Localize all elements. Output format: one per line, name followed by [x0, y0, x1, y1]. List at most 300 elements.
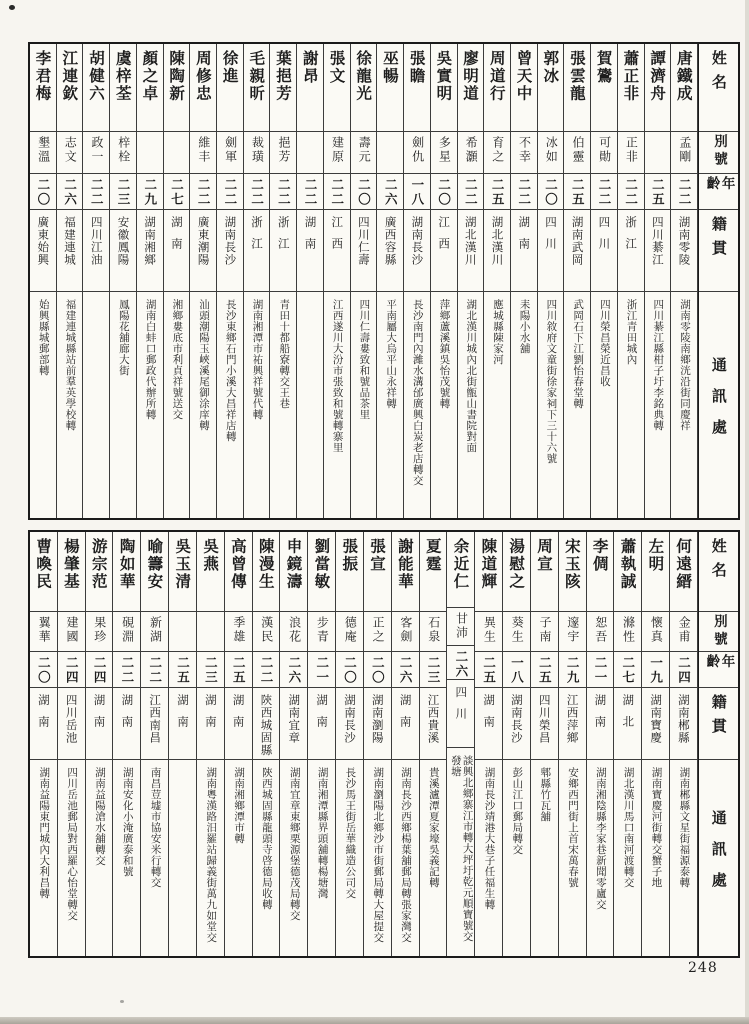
name-cell	[587, 532, 614, 612]
address-cell	[392, 760, 419, 956]
address-cell-text: 始興縣城郵部轉	[37, 299, 50, 376]
origin-cell	[30, 688, 57, 760]
alias-cell	[642, 612, 669, 652]
name-cell	[30, 44, 56, 132]
age-cell	[336, 652, 363, 688]
name-cell	[670, 532, 697, 612]
address-cell-text: 湘鄉婁底市利貞祥號送交	[171, 299, 184, 420]
alias-cell-text: 多星	[437, 136, 452, 164]
address-cell	[57, 292, 83, 518]
header-alias	[699, 132, 738, 174]
address-cell-text: 彭山江口郵局轉交	[511, 767, 524, 855]
age-cell	[141, 652, 168, 688]
address-cell	[324, 292, 350, 518]
name-cell	[618, 44, 644, 132]
age-cell	[169, 652, 196, 688]
age-cell	[137, 174, 163, 210]
name-cell	[364, 532, 391, 612]
alias-cell	[587, 612, 614, 652]
age-cell	[190, 174, 216, 210]
alias-cell-text: 葵生	[510, 616, 525, 644]
address-cell-text: 應城縣陳家河	[491, 299, 504, 365]
age-cell	[280, 652, 307, 688]
origin-cell-text: 四川綦江	[650, 216, 665, 266]
origin-cell	[110, 210, 136, 292]
address-cell	[559, 760, 586, 956]
origin-cell	[475, 688, 502, 760]
name-cell-text: 陶如華	[117, 538, 137, 591]
origin-cell	[377, 210, 403, 292]
address-cell-text: 安鄉西門街上首宋萬春號	[567, 767, 580, 888]
origin-cell-text: 湖南宜章	[287, 694, 302, 744]
age-cell	[83, 174, 109, 210]
name-cell	[83, 44, 109, 132]
origin-cell	[137, 210, 163, 292]
name-cell	[642, 532, 669, 612]
origin-cell	[197, 688, 224, 760]
alias-cell	[83, 132, 109, 174]
origin-cell	[431, 210, 457, 292]
name-cell-text: 毛親昕	[247, 50, 267, 103]
alias-cell	[671, 132, 697, 174]
age-cell-text: 二〇	[356, 178, 372, 207]
age-cell	[308, 652, 335, 688]
entry-column	[377, 44, 404, 518]
address-cell-text: 長沙東鄉石門小溪大昌祥店轉	[224, 299, 237, 442]
origin-cell	[270, 210, 296, 292]
address-cell-text: 南昌荳墟市協安米行轉交	[149, 767, 162, 888]
address-cell-text: 貴溪瀘潭夏家壕吳義記轉	[427, 767, 440, 888]
address-cell	[169, 760, 196, 956]
age-cell	[531, 652, 558, 688]
name-cell	[377, 44, 403, 132]
entry-column	[270, 44, 297, 518]
alias-cell-text: 客劍	[398, 616, 413, 644]
address-cell-text: 湖南安化小淹廣泰和號	[121, 767, 134, 877]
origin-cell	[564, 210, 590, 292]
origin-cell	[141, 688, 168, 760]
origin-cell-text: 廣西容縣	[383, 216, 398, 266]
alias-cell-text: 劍仇	[410, 136, 425, 164]
age-cell-text: 二五	[570, 178, 586, 207]
address-cell	[164, 292, 190, 518]
age-cell	[475, 652, 502, 688]
alias-cell	[591, 132, 617, 174]
entry-column	[351, 44, 378, 518]
origin-cell-text: 四川榮昌	[537, 694, 552, 744]
origin-cell-text: 湖南	[593, 694, 608, 737]
name-cell-text: 徐進	[220, 50, 240, 85]
name-cell	[164, 44, 190, 132]
address-cell	[83, 292, 109, 518]
age-cell	[377, 174, 403, 210]
age-cell	[57, 174, 83, 210]
alias-cell	[392, 612, 419, 652]
age-cell	[591, 174, 617, 210]
age-cell-text: 二〇	[35, 178, 51, 207]
address-cell-text: 江西遂川大汾市張致和號轉寨里	[331, 299, 344, 453]
origin-cell-text: 湖北漢川	[490, 216, 505, 266]
name-cell-text: 高曾傳	[228, 538, 248, 591]
name-cell-text: 巫暢	[380, 50, 400, 85]
header-origin-label: 籍貫	[709, 216, 728, 264]
name-cell	[280, 532, 307, 612]
age-cell-text: 二九	[565, 656, 581, 685]
age-cell	[511, 174, 537, 210]
origin-cell-text: 湖南長沙	[509, 694, 524, 744]
alias-cell	[614, 612, 641, 652]
age-cell	[645, 174, 671, 210]
header-name-label: 姓名	[709, 538, 728, 586]
alias-cell-text: 正非	[624, 136, 639, 164]
origin-cell	[484, 210, 510, 292]
age-cell-text: 一九	[648, 656, 664, 685]
alias-cell	[618, 132, 644, 174]
header-alias	[699, 612, 738, 652]
entry-column	[642, 532, 670, 956]
age-cell	[458, 174, 484, 210]
age-cell-text: 二〇	[436, 178, 452, 207]
origin-cell-text: 湖南長沙	[342, 694, 357, 744]
alias-cell	[280, 612, 307, 652]
alias-cell-text: 季雄	[231, 616, 246, 644]
origin-cell	[30, 210, 56, 292]
age-cell-text: 二〇	[342, 656, 358, 685]
age-cell	[324, 174, 350, 210]
entry-column	[538, 44, 565, 518]
entry-column	[511, 44, 538, 518]
origin-cell-text: 湖南	[92, 694, 107, 737]
alias-cell	[86, 612, 113, 652]
age-cell	[484, 174, 510, 210]
origin-cell-text: 陝西城固縣	[259, 694, 274, 757]
age-cell-text: 二二	[276, 178, 292, 207]
age-cell-text: 二五	[537, 656, 553, 685]
origin-cell	[297, 210, 323, 292]
alias-cell	[225, 612, 252, 652]
age-cell-text: 二三	[116, 178, 132, 207]
age-cell-text: 二六	[383, 178, 399, 207]
header-address-label: 通訊處	[709, 356, 728, 450]
alias-cell-text: 邃宇	[565, 616, 580, 644]
origin-cell-text: 湖南寶慶	[649, 694, 664, 744]
origin-cell-text: 湖南	[303, 216, 318, 259]
origin-cell	[642, 688, 669, 760]
alias-cell	[137, 132, 163, 174]
alias-cell-text: 可勛	[597, 136, 612, 164]
origin-cell-text: 四川	[454, 685, 469, 729]
age-cell	[503, 652, 530, 688]
age-cell-text: 二三	[203, 656, 219, 685]
age-cell-text: 二五	[650, 178, 666, 207]
address-cell-text: 湖南瀏陽北鄉沙市街郵局轉大屋提交	[372, 767, 385, 943]
age-cell-text: 二五	[175, 656, 191, 685]
origin-cell-text: 湖南	[517, 216, 532, 259]
entry-column	[587, 532, 615, 956]
address-cell-text: 福建連城縣站前羣英學校轉	[64, 299, 77, 431]
age-cell-text: 二〇	[543, 178, 559, 207]
age-cell-text: 二二	[259, 656, 275, 685]
alias-cell	[270, 132, 296, 174]
name-cell	[431, 44, 457, 132]
origin-cell-text: 江西	[330, 216, 345, 259]
address-cell	[30, 760, 57, 956]
age-cell-text: 二二	[516, 178, 532, 207]
age-cell-text: 二四	[92, 656, 108, 685]
address-cell-text: 平南屬大烏平山永祥轉	[385, 299, 398, 409]
origin-cell-text: 湖南武岡	[570, 216, 585, 266]
address-cell-text: 陝西城固縣龍頭寺啓德局收轉	[260, 767, 273, 910]
age-cell	[297, 174, 323, 210]
entry-column	[458, 44, 485, 518]
age-cell-text: 二四	[676, 656, 692, 685]
directory-table-top	[28, 42, 740, 520]
name-cell-text: 徐龍光	[354, 50, 374, 103]
address-cell-text: 湖南益陽東門城內大利昌轉	[38, 767, 51, 899]
name-cell-text: 江連欽	[60, 50, 80, 103]
address-cell-text: 湖南益陽滄水舖轉交	[93, 767, 106, 866]
age-cell-text: 二二	[596, 178, 612, 207]
age-cell-text: 二二	[463, 178, 479, 207]
alias-cell-text: 恕吾	[593, 616, 608, 644]
name-cell	[113, 532, 140, 612]
age-cell-text: 二六	[453, 649, 469, 679]
header-age	[699, 652, 738, 688]
alias-cell	[324, 132, 350, 174]
address-cell-text: 四川榮昌榮近昌收	[598, 299, 611, 387]
alias-cell-text: 正之	[371, 616, 386, 644]
alias-cell-text: 甘沛	[454, 611, 469, 640]
alias-cell-text: 希灝	[464, 136, 479, 164]
age-cell	[270, 174, 296, 210]
header-name	[699, 44, 738, 132]
address-cell	[225, 760, 252, 956]
address-cell-text: 郫縣竹瓦舖	[539, 767, 552, 822]
alias-cell	[351, 132, 377, 174]
age-cell-text: 二五	[231, 656, 247, 685]
header-address-label: 通訊處	[709, 809, 728, 903]
alias-cell-text: 墾溫	[36, 136, 51, 164]
origin-cell	[324, 210, 350, 292]
header-age-label: 年齡	[703, 654, 735, 672]
scan-speck	[9, 5, 15, 10]
alias-cell	[364, 612, 391, 652]
alias-cell	[377, 132, 403, 174]
alias-cell	[559, 612, 586, 652]
name-cell	[614, 532, 641, 612]
origin-cell	[253, 688, 280, 760]
alias-cell-text: 裁璜	[250, 136, 265, 164]
address-cell	[671, 292, 697, 518]
name-cell-text: 張振	[340, 538, 360, 573]
directory-content	[28, 42, 740, 976]
entry-column	[197, 532, 225, 956]
origin-cell	[591, 210, 617, 292]
alias-cell-text: 育之	[490, 136, 505, 164]
address-cell	[511, 292, 537, 518]
age-cell	[364, 652, 391, 688]
address-cell-text: 萍鄉蘆溪鎮吳怡茂號轉	[438, 299, 451, 409]
entry-column	[364, 532, 392, 956]
name-cell-text: 申鏡濤	[284, 538, 304, 591]
origin-cell-text: 湖南湘鄉	[143, 216, 158, 266]
name-cell-text: 廖明道	[461, 50, 481, 103]
alias-cell	[308, 612, 335, 652]
alias-cell	[30, 132, 56, 174]
entry-column	[30, 532, 58, 956]
header-name	[699, 532, 738, 612]
name-cell-text: 楊肇基	[61, 538, 81, 591]
alias-cell-text: 伯靈	[570, 136, 585, 164]
name-cell-text: 虞梓荃	[113, 50, 133, 103]
name-cell	[225, 532, 252, 612]
origin-cell	[670, 688, 697, 760]
origin-cell	[280, 688, 307, 760]
origin-cell	[86, 688, 113, 760]
name-cell-text: 譚濟舟	[648, 50, 668, 103]
header-alias-label: 別號	[711, 134, 728, 169]
alias-cell-text: 子南	[538, 616, 553, 644]
entry-column	[57, 44, 84, 518]
origin-cell-text: 四川仁壽	[356, 216, 371, 266]
address-cell	[30, 292, 56, 518]
name-cell-text: 顏之卓	[140, 50, 160, 103]
name-cell-text: 周宣	[535, 538, 554, 573]
alias-cell	[511, 132, 537, 174]
age-cell-text: 二五	[481, 656, 497, 685]
age-cell	[110, 174, 136, 210]
name-cell	[244, 44, 270, 132]
alias-cell-text: 壽元	[357, 136, 372, 164]
name-cell	[591, 44, 617, 132]
address-cell	[270, 292, 296, 518]
entry-column	[58, 532, 86, 956]
alias-cell	[113, 612, 140, 652]
alias-cell	[484, 132, 510, 174]
address-cell	[351, 292, 377, 518]
address-cell	[190, 292, 216, 518]
age-cell	[614, 652, 641, 688]
alias-cell-text: 滌性	[621, 616, 636, 644]
name-cell-text: 謝能華	[395, 538, 415, 591]
address-cell	[645, 292, 671, 518]
origin-cell	[531, 688, 558, 760]
name-cell	[503, 532, 530, 612]
address-cell-text: 鳳陽花舖廊大街	[117, 299, 130, 376]
name-cell-text: 左明	[646, 538, 666, 573]
alias-cell	[503, 612, 530, 652]
origin-cell-text: 湖南	[315, 694, 330, 737]
name-cell	[645, 44, 671, 132]
origin-cell	[164, 210, 190, 292]
name-cell	[253, 532, 280, 612]
origin-cell-text: 湖南長沙	[223, 216, 238, 266]
age-cell-text: 二五	[490, 178, 506, 207]
entry-column	[618, 44, 645, 518]
name-cell	[564, 44, 590, 132]
alias-cell	[57, 132, 83, 174]
age-cell-text: 一八	[409, 178, 425, 207]
name-cell-text: 蕭執誠	[618, 538, 638, 591]
entry-column	[308, 532, 336, 956]
address-cell	[484, 292, 510, 518]
header-origin	[699, 688, 738, 760]
header-alias-label: 別號	[710, 614, 727, 649]
address-cell	[475, 760, 502, 956]
header-column	[698, 44, 738, 518]
age-cell	[253, 652, 280, 688]
header-origin	[699, 210, 738, 292]
address-cell	[86, 760, 113, 956]
address-cell	[404, 292, 430, 518]
entry-column	[484, 44, 511, 518]
origin-cell	[511, 210, 537, 292]
address-cell	[614, 760, 641, 956]
age-cell	[559, 652, 586, 688]
origin-cell-text: 湖南	[169, 216, 184, 259]
age-cell	[564, 174, 590, 210]
age-cell	[30, 652, 57, 688]
alias-cell	[447, 608, 474, 646]
address-cell	[503, 760, 530, 956]
origin-cell-text: 湖南	[36, 694, 51, 737]
alias-cell-text: 硯淵	[120, 616, 135, 644]
address-cell	[538, 292, 564, 518]
name-cell	[475, 532, 502, 612]
entry-column	[190, 44, 217, 518]
alias-cell	[297, 132, 323, 174]
address-cell	[197, 760, 224, 956]
origin-cell-text: 福建連城	[63, 216, 78, 266]
alias-cell-text: 孟剛	[677, 136, 692, 164]
origin-cell	[351, 210, 377, 292]
origin-cell	[58, 688, 85, 760]
age-cell	[244, 174, 270, 210]
origin-cell	[538, 210, 564, 292]
alias-cell	[431, 132, 457, 174]
alias-cell-text: 德庵	[343, 616, 358, 644]
origin-cell	[190, 210, 216, 292]
origin-cell	[225, 688, 252, 760]
name-cell	[351, 44, 377, 132]
address-cell	[280, 760, 307, 956]
address-cell-text: 湖南湘潭市祐興祥號代轉	[251, 299, 264, 420]
name-cell-text: 張文	[327, 50, 347, 85]
address-cell	[377, 292, 403, 518]
age-cell	[30, 174, 56, 210]
entry-column	[447, 532, 475, 956]
entry-column	[164, 44, 191, 518]
origin-cell-text: 四川江油	[89, 216, 104, 266]
origin-cell-text: 江西南昌	[148, 694, 163, 744]
name-cell	[392, 532, 419, 612]
alias-cell	[217, 132, 243, 174]
entry-column	[110, 44, 137, 518]
origin-cell-text: 湖南長沙	[410, 216, 425, 266]
age-cell-text: 二二	[677, 178, 693, 207]
address-cell	[670, 760, 697, 956]
header-name-label: 姓名	[709, 50, 728, 98]
age-cell-text: 二二	[196, 178, 212, 207]
address-cell-text: 湖南宜章東鄉栗源堡德茂局轉交	[288, 767, 301, 921]
entry-column	[280, 532, 308, 956]
origin-cell-text: 湖南	[231, 694, 246, 737]
header-address	[699, 292, 738, 518]
name-cell	[137, 44, 163, 132]
age-cell	[538, 174, 564, 210]
name-cell-text: 何遠縉	[674, 538, 694, 591]
entry-column	[217, 44, 244, 518]
